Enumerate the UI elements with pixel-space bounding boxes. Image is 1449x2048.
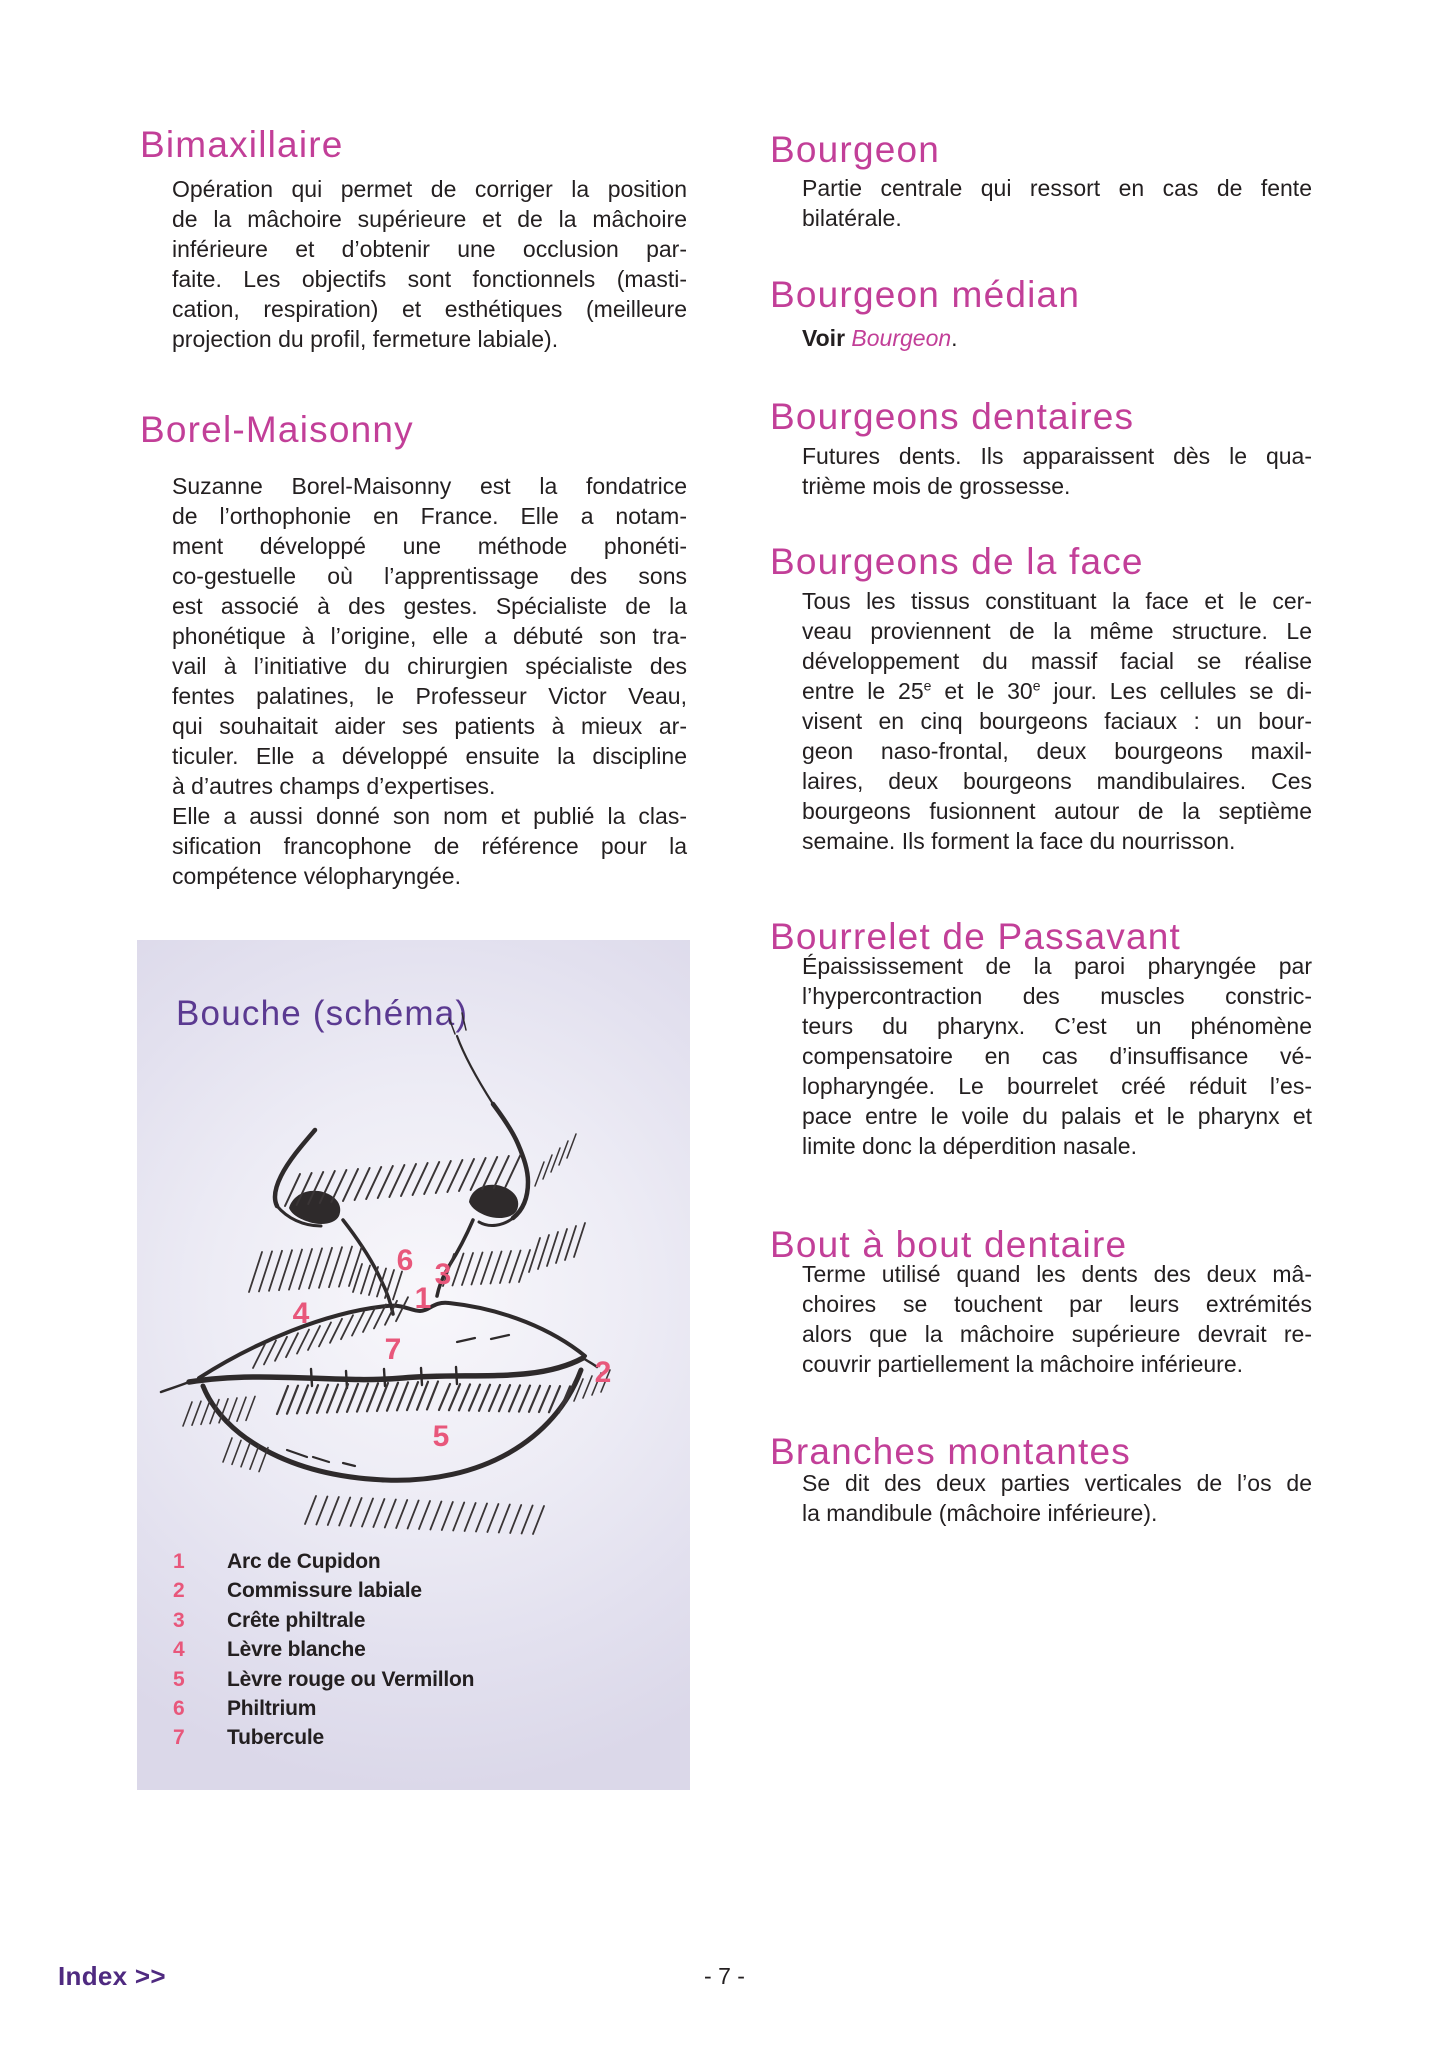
definition-line: de l’orthophonie en France. Elle a notam- bbox=[172, 503, 687, 529]
entry-borel-maisonny bbox=[140, 408, 690, 452]
hatching-right-cheek bbox=[529, 1223, 585, 1272]
legend-label: Lèvre rouge ou Vermillon bbox=[227, 1667, 475, 1691]
legend-item bbox=[173, 1576, 653, 1605]
figure-annotation-numbers bbox=[293, 1244, 612, 1453]
figure-legend bbox=[173, 1547, 653, 1753]
legend-number: 5 bbox=[173, 1667, 185, 1691]
definition-line: co-gestuelle où l’apprentissage des sons bbox=[172, 563, 687, 589]
entry-definition bbox=[802, 323, 1312, 353]
definition-line: développement du massif facial se réalise bbox=[802, 648, 1312, 674]
definition-line: lopharyngée. Le bourrelet créé réduit l’es- bbox=[802, 1073, 1312, 1099]
legend-item bbox=[173, 1694, 653, 1723]
entry-definition bbox=[802, 441, 1312, 501]
mouth-nose-sketch-illustration bbox=[137, 990, 690, 1580]
entry-heading: Bimaxillaire bbox=[140, 124, 344, 165]
definition-line: ticuler. Elle a développé ensuite la discipline bbox=[172, 743, 687, 769]
entry-heading: Bourgeon médian bbox=[770, 274, 1081, 315]
definition-line: qui souhaitait aider ses patients à mieux ar- bbox=[172, 713, 687, 739]
legend-label: Philtrium bbox=[227, 1697, 317, 1721]
definition-line: Se dit des deux parties verticales de l’os de bbox=[802, 1470, 1312, 1496]
definition-line: est associé à des gestes. Spécialiste de la bbox=[172, 593, 687, 619]
legend-item bbox=[173, 1547, 653, 1576]
figure-annotation-number: 5 bbox=[432, 1420, 450, 1453]
definition-line: laires, deux bourgeons mandibulaires. Ces bbox=[802, 768, 1312, 794]
definition-line: Terme utilisé quand les dents des deux mâ- bbox=[802, 1261, 1312, 1287]
definition-line: compétence vélopharyngée. bbox=[172, 863, 461, 889]
entry-bourgeon bbox=[770, 128, 1315, 172]
entry-bourgeons-dentaires bbox=[770, 395, 1315, 439]
definition-line: bourgeons fusionnent autour de la septième bbox=[802, 798, 1312, 824]
see-reference-term[interactable]: Bourgeon bbox=[851, 325, 952, 351]
legend-number: 4 bbox=[173, 1638, 185, 1662]
definition-line: bilatérale. bbox=[802, 205, 902, 231]
hatching-bridge-side bbox=[535, 1134, 576, 1186]
figure-annotation-number: 7 bbox=[384, 1333, 402, 1366]
definition-line: compensatoire en cas d’insuffisance vé- bbox=[802, 1043, 1312, 1069]
legend-label: Crête philtrale bbox=[227, 1608, 366, 1632]
legend-number: 7 bbox=[173, 1726, 185, 1750]
definition-line: faite. Les objectifs sont fonctionnels (masti- bbox=[172, 266, 687, 292]
definition-line: Tous les tissus constituant la face et le cer- bbox=[802, 588, 1312, 614]
figure-annotation-number: 6 bbox=[396, 1244, 414, 1277]
figure-annotation-number: 3 bbox=[434, 1258, 452, 1291]
index-link[interactable]: Index >> bbox=[58, 1961, 166, 1991]
definition-line: phonétique à l’origine, elle a débuté son tra- bbox=[172, 623, 687, 649]
entry-bourgeon-median bbox=[770, 273, 1315, 317]
hatching-chin bbox=[305, 1496, 544, 1534]
definition-line: pace entre le voile du palais et le pharynx et bbox=[802, 1103, 1312, 1129]
entry-bourgeons-de-la-face bbox=[770, 540, 1315, 584]
definition-line: à d’autres champs d’expertises. bbox=[172, 773, 496, 799]
legend-item bbox=[173, 1635, 653, 1664]
entry-definition bbox=[802, 951, 1312, 1161]
entry-heading: Bout à bout dentaire bbox=[770, 1224, 1128, 1265]
definition-line: ment développé une méthode phonéti- bbox=[172, 533, 687, 559]
entry-definition bbox=[802, 173, 1312, 233]
hatching-left-cheek bbox=[249, 1246, 362, 1292]
definition-line: limite donc la déperdition nasale. bbox=[802, 1133, 1137, 1159]
definition-line: sification francophone de référence pour la bbox=[172, 833, 687, 859]
legend-label: Tubercule bbox=[227, 1726, 324, 1750]
definition-line: l’hypercontraction des muscles constric- bbox=[802, 983, 1312, 1009]
figure-annotation-number: 4 bbox=[292, 1297, 310, 1330]
definition-line: inférieure et d’obtenir une occlusion par- bbox=[172, 236, 687, 262]
entry-heading: Borel-Maisonny bbox=[140, 409, 414, 450]
hatching-philtrum-left bbox=[353, 1264, 402, 1300]
definition-line: de la mâchoire supérieure et de la mâchoire bbox=[172, 206, 687, 232]
right-column bbox=[770, 0, 1315, 2048]
legend-label: Arc de Cupidon bbox=[227, 1550, 381, 1573]
legend-number: 2 bbox=[173, 1579, 185, 1603]
entry-definition bbox=[802, 586, 1312, 856]
see-reference-line bbox=[802, 323, 1312, 353]
entry-bimaxillaire bbox=[140, 123, 690, 167]
entry-heading: Branches montantes bbox=[770, 1431, 1131, 1472]
hatching-mouth-interior-left bbox=[277, 1382, 438, 1415]
definition-line: visent en cinq bourgeons faciaux : un bour- bbox=[802, 708, 1312, 734]
legend-number: 3 bbox=[173, 1608, 185, 1632]
definition-line: vail à l’initiative du chirurgien spécialiste des bbox=[172, 653, 687, 679]
figure-annotation-number: 1 bbox=[414, 1282, 432, 1315]
definition-line: choires se touchent par leurs extrémités bbox=[802, 1291, 1312, 1317]
definition-line: alors que la mâchoire supérieure devrait re- bbox=[802, 1321, 1312, 1347]
see-prefix: Voir bbox=[802, 325, 852, 351]
entry-definition bbox=[172, 471, 687, 891]
hatching-lower-left-lip bbox=[223, 1438, 268, 1472]
entry-heading: Bourrelet de Passavant bbox=[770, 916, 1182, 957]
entry-heading: Bourgeons de la face bbox=[770, 541, 1144, 582]
legend-item bbox=[173, 1665, 653, 1694]
legend-label: Lèvre blanche bbox=[227, 1638, 366, 1662]
legend-number: 6 bbox=[173, 1697, 185, 1721]
definition-line: projection du profil, fermeture labiale). bbox=[172, 326, 559, 352]
definition-line: entre le 25e et le 30e jour. Les cellules se di- bbox=[802, 677, 1312, 704]
entry-definition bbox=[802, 1259, 1312, 1379]
figure-title: Bouche (schéma) bbox=[176, 994, 469, 1033]
figure-box-bouche-schema bbox=[137, 940, 690, 1790]
definition-line: fentes palatines, le Professeur Victor Veau, bbox=[172, 683, 687, 709]
definition-line: trième mois de grossesse. bbox=[802, 473, 1071, 499]
definition-line: semaine. Ils forment la face du nourrisson. bbox=[802, 828, 1236, 854]
definition-line: veau proviennent de la même structure. Le bbox=[802, 618, 1312, 644]
entry-definition bbox=[172, 174, 687, 354]
definition-line: Suzanne Borel-Maisonny est la fondatrice bbox=[172, 473, 687, 499]
definition-line: teurs du pharynx. C’est un phénomène bbox=[802, 1013, 1312, 1039]
entry-heading: Bourgeon bbox=[770, 129, 941, 170]
figure-annotation-number: 2 bbox=[594, 1356, 612, 1389]
definition-line: Épaississement de la paroi pharyngée par bbox=[802, 953, 1312, 979]
definition-line: la mandibule (mâchoire inférieure). bbox=[802, 1500, 1158, 1526]
definition-line: couvrir partiellement la mâchoire inférieure. bbox=[802, 1351, 1244, 1377]
legend-item bbox=[173, 1606, 653, 1635]
legend-item bbox=[173, 1723, 653, 1752]
entry-definition bbox=[802, 1468, 1312, 1528]
definition-line: cation, respiration) et esthétiques (meilleure bbox=[172, 296, 687, 322]
see-suffix: . bbox=[951, 325, 958, 351]
definition-line: Elle a aussi donné son nom et publié la clas- bbox=[172, 803, 687, 829]
hatching-mouth-interior-right bbox=[439, 1384, 570, 1412]
definition-line: Opération qui permet de corriger la position bbox=[172, 176, 687, 202]
definition-line: geon naso-frontal, deux bourgeons maxil- bbox=[802, 738, 1312, 764]
entry-heading: Bourgeons dentaires bbox=[770, 396, 1135, 437]
legend-label: Commissure labiale bbox=[227, 1579, 422, 1603]
definition-line: Partie centrale qui ressort en cas de fente bbox=[802, 175, 1312, 201]
definition-line: Futures dents. Ils apparaissent dès le qua- bbox=[802, 443, 1312, 469]
legend-number: 1 bbox=[173, 1550, 185, 1573]
page-number: - 7 - bbox=[704, 1963, 745, 1989]
